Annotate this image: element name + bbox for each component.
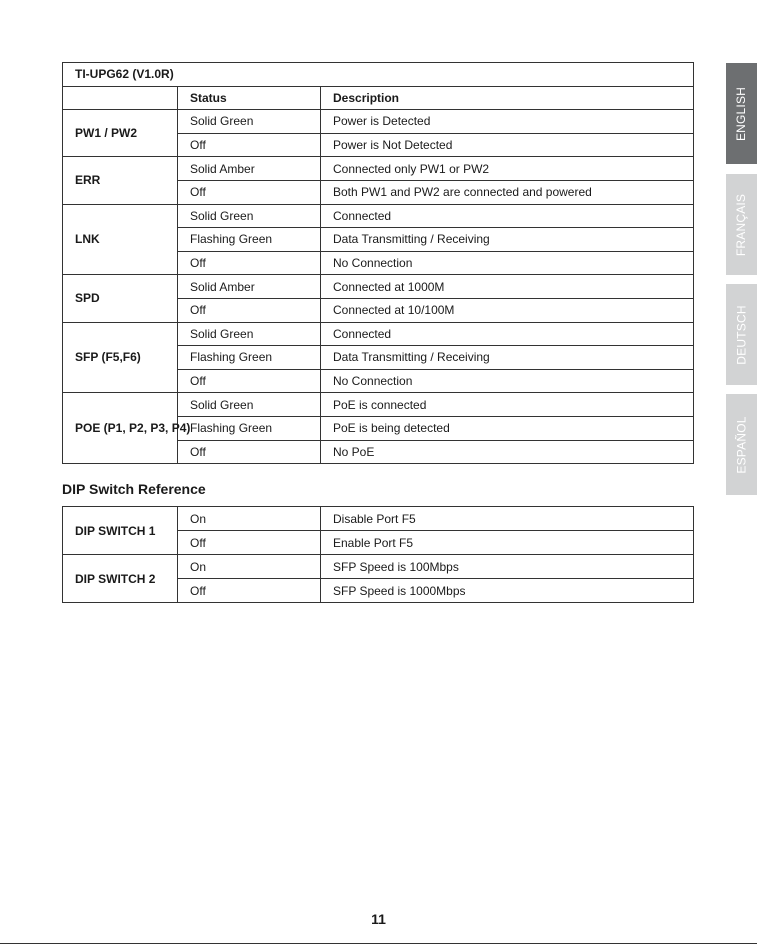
tab-espanol[interactable] [726,394,757,495]
table-row [63,507,694,531]
tab-english[interactable] [726,63,757,164]
bottom-rule [0,943,757,944]
description-cell: No Connection [321,251,694,275]
group-label-err: ERR [63,157,178,204]
description-cell: SFP Speed is 1000Mbps [321,579,694,603]
description-cell: No Connection [321,369,694,393]
status-cell: Solid Amber [178,157,321,181]
description-cell: Connected at 10/100M [321,298,694,322]
description-cell: Power is Not Detected [321,133,694,157]
tab-deutsch-label: DEUTSCH [734,304,749,365]
group-label-sfp: SFP (F5,F6) [63,322,178,393]
status-cell: Solid Amber [178,275,321,299]
status-cell: Flashing Green [178,346,321,370]
status-cell: Solid Green [178,322,321,346]
group-label-spd: SPD [63,275,178,322]
group-label-lnk: LNK [63,204,178,275]
status-cell: Off [178,369,321,393]
page-number: 11 [371,911,386,927]
description-cell: Enable Port F5 [321,531,694,555]
table-row [63,322,694,346]
description-cell: Data Transmitting / Receiving [321,346,694,370]
description-cell: Connected only PW1 or PW2 [321,157,694,181]
table-row [63,275,694,299]
description-cell: PoE is connected [321,393,694,417]
description-cell: PoE is being detected [321,416,694,440]
header-description: Description [321,86,694,110]
table-title: TI-UPG62 (V1.0R) [63,63,694,87]
tab-espanol-label: ESPAÑOL [734,415,749,474]
tab-deutsch[interactable] [726,284,757,385]
header-status: Status [178,86,321,110]
table-header-row [63,86,694,110]
description-cell: No PoE [321,440,694,464]
group-label-poe: POE (P1, P2, P3, P4) [63,393,178,464]
tab-english-label: ENGLISH [734,86,749,141]
group-label-dip1: DIP SWITCH 1 [63,507,178,555]
table-row [63,204,694,228]
table-title-row [63,63,694,87]
status-cell: Off [178,133,321,157]
group-label-dip2: DIP SWITCH 2 [63,555,178,603]
dip-section-heading: DIP Switch Reference [62,481,206,497]
header-blank [63,86,178,110]
table-row [63,157,694,181]
status-cell: Off [178,298,321,322]
tab-francais[interactable] [726,174,757,275]
status-cell: Flashing Green [178,416,321,440]
description-cell: Data Transmitting / Receiving [321,228,694,252]
status-cell: Off [178,531,321,555]
status-cell: Off [178,440,321,464]
status-cell: Off [178,251,321,275]
status-cell: Solid Green [178,110,321,134]
group-label-pw: PW1 / PW2 [63,110,178,157]
description-cell: Disable Port F5 [321,507,694,531]
status-cell: Off [178,579,321,603]
table-row [63,110,694,134]
description-cell: Connected [321,322,694,346]
tab-francais-label: FRANÇAIS [734,193,749,256]
description-cell: Both PW1 and PW2 are connected and powered [321,180,694,204]
dip-switch-table [62,506,694,603]
status-cell: Off [178,180,321,204]
description-cell: Connected [321,204,694,228]
status-cell: On [178,555,321,579]
table-row [63,555,694,579]
table-row [63,393,694,417]
status-cell: Solid Green [178,204,321,228]
description-cell: Connected at 1000M [321,275,694,299]
status-cell: Solid Green [178,393,321,417]
description-cell: SFP Speed is 100Mbps [321,555,694,579]
led-status-table [62,62,694,464]
status-cell: Flashing Green [178,228,321,252]
status-cell: On [178,507,321,531]
description-cell: Power is Detected [321,110,694,134]
